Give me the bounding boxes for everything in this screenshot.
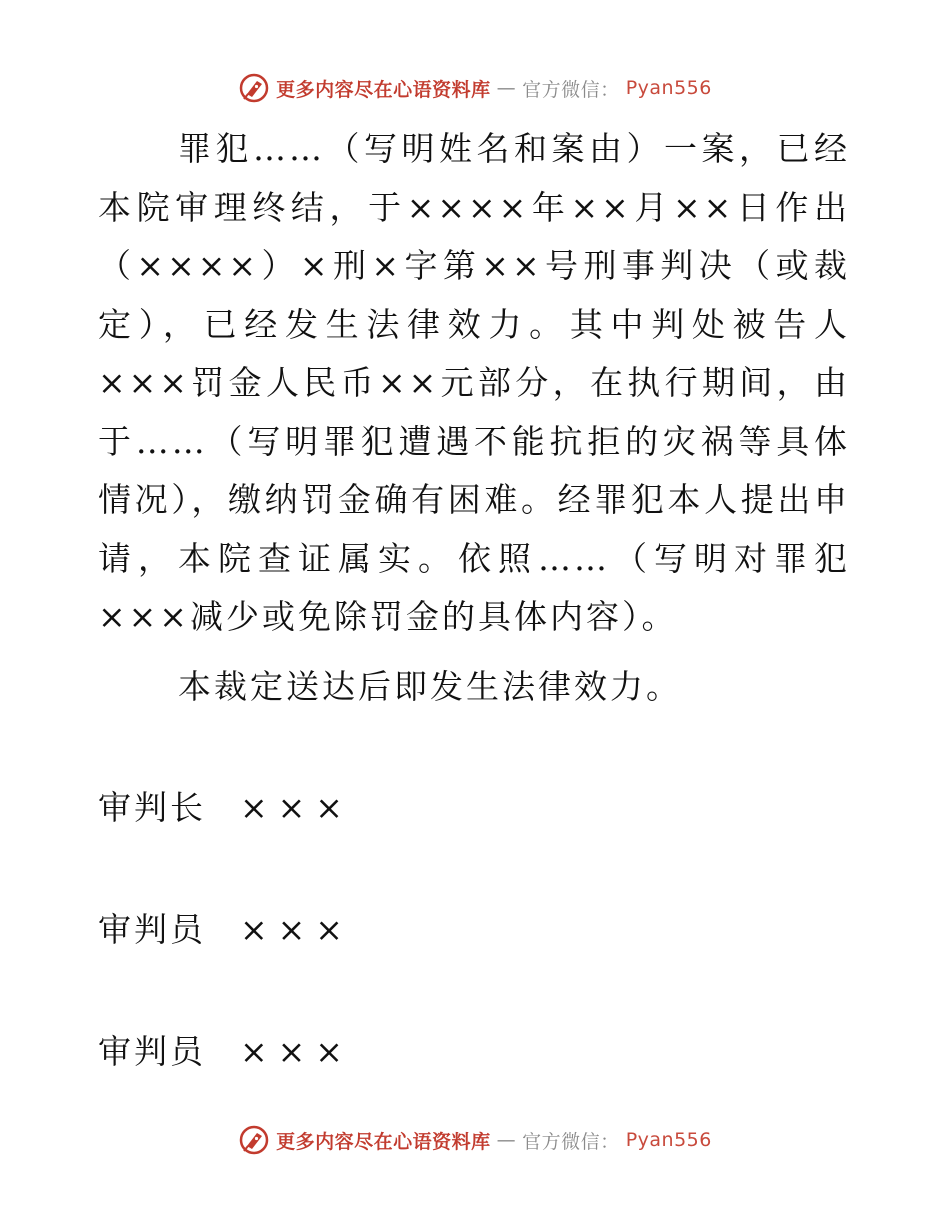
signature-name: ××× [240, 788, 353, 827]
watermark-brand: 更多内容尽在心语资料库 [276, 78, 491, 101]
footer-watermark [0, 1124, 950, 1156]
signature-judge-2 [98, 1032, 353, 1072]
document-body [98, 120, 850, 647]
signature-title: 审判员 [98, 910, 206, 949]
pen-nib-logo-icon [238, 1124, 270, 1156]
watermark-wechat-label: 官方微信： [522, 78, 620, 101]
watermark-brand: 更多内容尽在心语资料库 [276, 1130, 491, 1153]
watermark-dash: — [496, 1129, 517, 1151]
signature-title: 审判长 [98, 788, 206, 827]
signature-chief-judge [98, 788, 353, 828]
header-watermark [0, 72, 950, 104]
paragraph-ruling-text: 罪犯……（写明姓名和案由）一案，已经本院审理终结，于××××年××月××日作出（××××）×刑×字第××号刑事判决（或裁定），已经发生法律效力。其中判处被告人×××罚金人民币××元部分，在执行期间，由于……（写明罪犯遭遇不能抗拒的灾祸等具体情况），缴纳罚金确有困难。经罪犯本人提出申请，本院查证属实。依照……（写明对罪犯×××减少或免除罚金的具体内容）。 [98, 129, 850, 636]
signature-name: ××× [240, 1032, 353, 1071]
signature-name: ××× [240, 910, 353, 949]
paragraph-effectiveness: 本裁定送达后即发生法律效力。 [178, 667, 682, 706]
watermark-account: Pyan556 [625, 1129, 712, 1151]
signature-judge-1 [98, 910, 353, 950]
watermark-wechat-label: 官方微信： [522, 1130, 620, 1153]
watermark-dash: — [496, 77, 517, 99]
signature-title: 审判员 [98, 1032, 206, 1071]
watermark-account: Pyan556 [625, 77, 712, 99]
pen-nib-logo-icon [238, 72, 270, 104]
